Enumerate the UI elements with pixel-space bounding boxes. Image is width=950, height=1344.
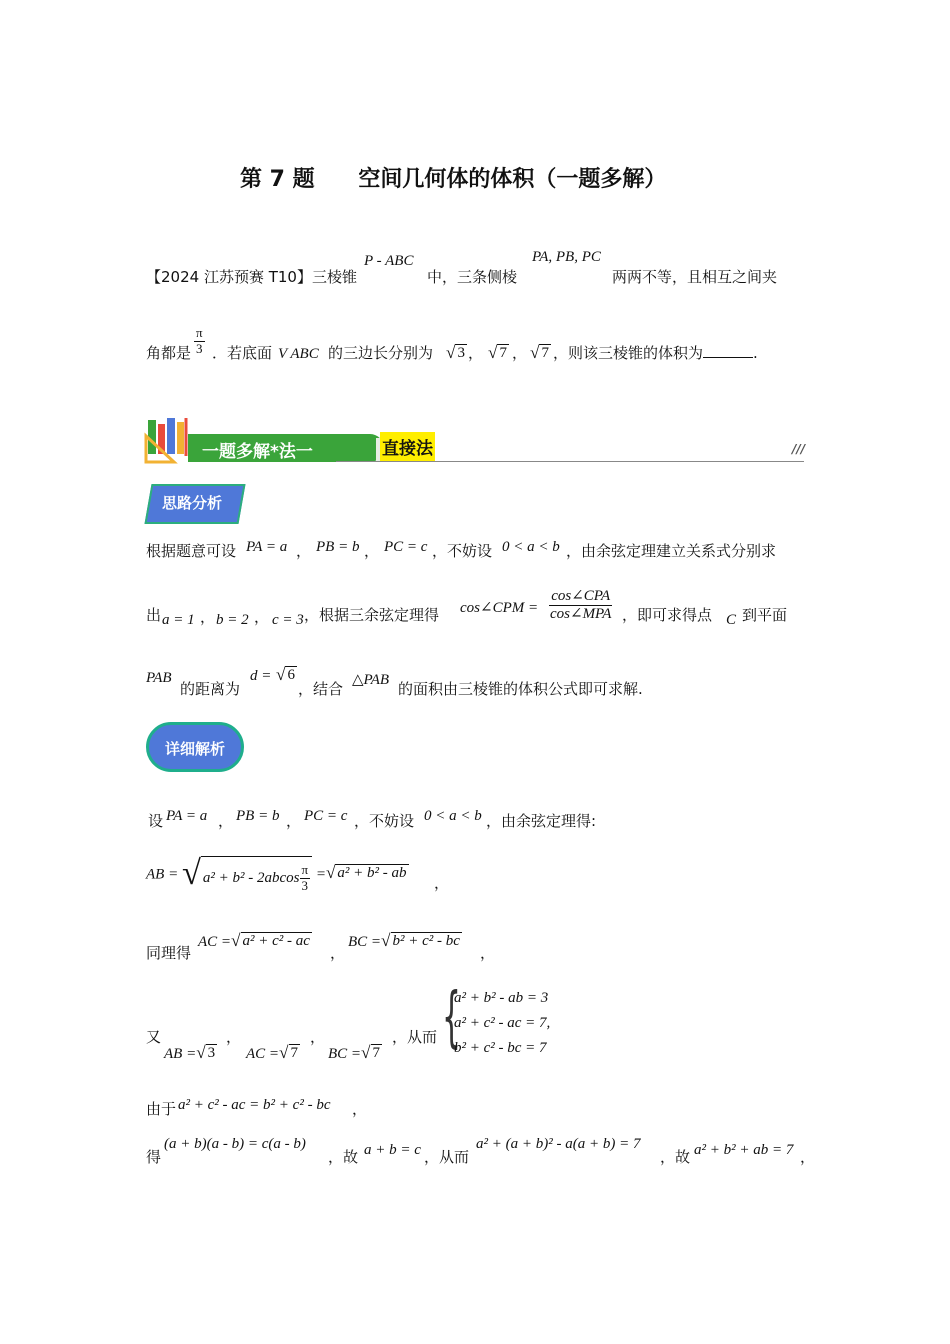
text: ，: [480, 944, 496, 962]
math: AB =: [164, 1046, 197, 1062]
v-ac: AC = √ 7: [246, 1043, 299, 1062]
math: (a + b)(a - b) = c(a - b): [164, 1136, 306, 1152]
solution-badge: [146, 722, 244, 772]
text: ，故: [660, 1148, 691, 1166]
fraction-cos: [548, 588, 613, 624]
v-ab: AB = √ 3: [164, 1043, 216, 1062]
den: cos∠MPA: [550, 606, 612, 623]
arg: 3: [207, 1045, 216, 1061]
ab-formula: AB = √ a² + b² - 2abcos $\frac{\pi}{3}$ = √ a² + b² - ab: [146, 854, 407, 893]
math: c = 3: [272, 612, 304, 628]
math: PA = a: [246, 539, 288, 555]
text: 的面积由三棱锥的体积公式即可求解.: [398, 680, 643, 698]
text: 的距离为: [180, 680, 241, 698]
text: ，: [364, 542, 380, 560]
answer-blank: [703, 357, 753, 358]
arg: b² + c² - bc: [392, 933, 460, 949]
arg: 7: [372, 1045, 381, 1061]
edges-label: PA, PB, PC: [532, 249, 601, 265]
text: 三棱锥: [311, 268, 357, 286]
text: 又: [146, 1028, 162, 1046]
text: ，由余弦定理建立关系式分别求: [566, 542, 777, 560]
arg: 3: [457, 345, 465, 361]
text: ，: [254, 608, 270, 626]
text: 得: [146, 1148, 162, 1166]
math: C: [726, 612, 737, 628]
math: AC =: [246, 1046, 280, 1062]
math: AB =: [146, 866, 179, 883]
analysis-badge: [148, 484, 242, 522]
pyramid-label: P - ABC: [364, 253, 414, 269]
system-eq-1: a² + b² - ab = 3: [454, 990, 549, 1006]
solution-badge-text: 详细解析: [165, 740, 226, 758]
text: ，: [512, 344, 528, 362]
text: 设: [148, 812, 164, 830]
arg: 7: [541, 345, 549, 361]
math: =: [315, 866, 326, 883]
text: ，根据三余弦定理得: [304, 606, 440, 624]
sqrt-3: √ 3: [446, 343, 465, 362]
problem-line-1: [146, 266, 357, 287]
text: 中，三条侧棱: [427, 268, 518, 286]
math: PC = c: [304, 808, 348, 824]
math: a² + c² - ac = b² + c² - bc: [178, 1097, 331, 1113]
banner-rule: [336, 461, 804, 462]
math: a² + b² - 2abcos: [202, 869, 300, 886]
text: ，不妨设: [354, 812, 415, 830]
math: a² + (a + b)² - a(a + b) = 7: [476, 1136, 641, 1152]
method-banner: [144, 416, 804, 464]
method-label: 一题多解*法一: [202, 442, 313, 462]
text: ，: [226, 1028, 242, 1046]
math: AC =: [198, 934, 232, 950]
arg: 7: [290, 1045, 299, 1061]
num: π: [301, 862, 309, 877]
bc-formula: BC = √ b² + c² - bc: [348, 931, 460, 950]
text: ，则该三棱锥的体积为: [553, 344, 704, 362]
system-eq-2: a² + c² - ac = 7,: [454, 1015, 551, 1031]
system-brace: {: [442, 978, 461, 1055]
text: ，: [218, 812, 234, 830]
system-eq-3: b² + c² - bc = 7: [454, 1040, 547, 1056]
method-name: 直接法: [380, 432, 435, 461]
math: a + b = c: [364, 1142, 421, 1158]
math: PA = a: [166, 808, 208, 824]
text: ，从而: [424, 1148, 470, 1166]
text: ，: [352, 1100, 368, 1118]
sqrt-6: √ 6: [276, 665, 295, 684]
math: △PAB: [352, 672, 390, 688]
text: ，即可求得点: [622, 606, 713, 624]
text: ，由余弦定理得:: [486, 812, 597, 830]
arg: a² + c² - ac: [242, 933, 310, 949]
analysis-badge-text: 思路分析: [162, 494, 223, 512]
method-label-bar: [188, 434, 384, 462]
text: ，: [310, 1028, 326, 1046]
text: 两两不等，且相互之间夹: [612, 268, 778, 286]
text: ，: [286, 812, 302, 830]
problem-source: 【2024 江苏预赛 T10】: [146, 268, 312, 286]
title-text: 空间几何体的体积（一题多解）: [358, 167, 667, 192]
text: 同理得: [146, 944, 192, 962]
text: ，结合: [298, 680, 344, 698]
v-bc: BC = √ 7: [328, 1043, 381, 1062]
den: 3: [301, 877, 309, 893]
math: PAB: [146, 670, 172, 686]
text: .: [753, 344, 758, 362]
sqrt-7: √ 7: [530, 343, 549, 362]
base-label: V ABC: [278, 346, 319, 362]
num: cos∠CPA: [549, 588, 612, 606]
arg: a² + b² - ab: [337, 865, 407, 882]
math: PB = b: [236, 808, 280, 824]
math: a = 1: [162, 612, 195, 628]
text: ，: [434, 874, 450, 892]
sqrt-7: √ 7: [488, 343, 507, 362]
math: 0 < a < b: [424, 808, 482, 824]
text: ，: [330, 944, 346, 962]
math: BC =: [348, 934, 382, 950]
math: PB = b: [316, 539, 360, 555]
text: ，不妨设: [432, 542, 493, 560]
text: 根据题意可设: [146, 542, 237, 560]
arg: 6: [287, 667, 295, 683]
text: ，故: [328, 1148, 359, 1166]
title-number: 第 7 题: [240, 167, 315, 192]
text: 出: [146, 606, 162, 624]
text: ，: [800, 1148, 816, 1166]
num: π: [196, 325, 203, 340]
text: 到平面: [742, 606, 788, 624]
fraction-pi-over-3: [194, 326, 205, 357]
math: b = 2: [216, 612, 249, 628]
text: [553, 342, 758, 363]
text: 的三边长分别为: [328, 344, 434, 362]
math: PC = c: [384, 539, 428, 555]
text: 角都是: [146, 344, 192, 362]
math: 0 < a < b: [502, 539, 560, 555]
arg: 7: [499, 345, 507, 361]
text: ，: [200, 608, 216, 626]
math: d =: [250, 668, 272, 684]
den: 3: [196, 340, 203, 356]
text: ．若底面: [212, 344, 273, 362]
text: ，: [296, 542, 312, 560]
page-title: [240, 162, 666, 193]
banner-marks: ///: [792, 442, 806, 456]
text: ，: [468, 344, 484, 362]
text: ，从而: [392, 1028, 438, 1046]
ac-formula: AC = √ a² + c² - ac: [198, 931, 310, 950]
math: BC =: [328, 1046, 362, 1062]
math: a² + b² + ab = 7: [694, 1142, 794, 1158]
text: 由于: [146, 1100, 177, 1118]
math: cos∠CPM =: [460, 600, 539, 616]
